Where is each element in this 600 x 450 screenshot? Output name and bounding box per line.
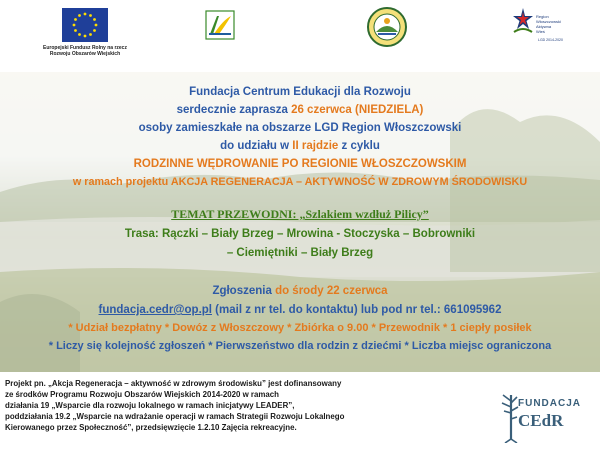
- contact-line: [0, 304, 600, 316]
- rally-line: [0, 140, 600, 152]
- cedr-name-line1: FUNDACJA: [518, 398, 581, 409]
- region-caption-line3: Aktywna: [536, 24, 552, 29]
- funding-note-line3: działania 19 „Wsparcie dla rozwoju lokalnego w ramach inicjatywy LEADER”,: [5, 401, 295, 410]
- rules-line: * Liczy się kolejność zgłoszeń * Pierwszeństwo dla rodzin z dziećmi * Liczba miejsc ograniczona: [48, 340, 552, 352]
- project-line: w ramach projektu AKCJA REGENERACJA – AKTYWNOŚĆ W ZDROWYM ŚRODOWISKU: [72, 176, 528, 188]
- registration-deadline: do środy 22 czerwca: [275, 285, 388, 297]
- organizer-line: Fundacja Centrum Edukacji dla Rozwoju: [189, 86, 411, 98]
- route-line1: Trasa: Rączki – Biały Brzeg – Mrowina - Stoczyska – Bobrowniki: [124, 228, 476, 240]
- invite-date-line: [0, 104, 600, 116]
- region-caption-line2: Włoszczowski: [536, 19, 561, 24]
- eu-flag-icon: [62, 8, 108, 42]
- funding-note-line5: Kierowanego przez Społeczność”, przedsięwzięcie 1.2.10 Zajęcia rekreacyjne.: [5, 423, 297, 432]
- funding-note-line1: Projekt pn. „Akcja Regeneracja – aktywność w zdrowym środowisku” jest dofinansowany: [5, 379, 342, 388]
- rally-suffix: z cyklu: [338, 140, 380, 152]
- contact-email-link[interactable]: fundacja.cedr@op.pl: [98, 304, 212, 316]
- rally-number: II rajdzie: [292, 140, 339, 152]
- eu-caption: [40, 45, 130, 57]
- theme-title-text: TEMAT PRZEWODNI: „Szlakiem wzdłuż Pilicy”: [171, 207, 429, 221]
- contact-phone-text: (mail z nr tel. do kontaktu) lub pod nr tel.: 661095962: [211, 304, 502, 316]
- region-sub: LGD 2014-2020: [538, 38, 563, 42]
- cycle-title: RODZINNE WĘDROWANIE PO REGIONIE WŁOSZCZOWSKIM: [133, 158, 467, 170]
- theme-title: [0, 207, 600, 222]
- eu-caption-line2: Rozwoju Obszarów Wiejskich: [49, 51, 121, 57]
- logo-strip: [0, 0, 600, 72]
- funding-note-line2: ze środków Programu Rozwoju Obszarów Wiejskich 2014-2020 w ramach: [5, 390, 279, 399]
- rally-prefix: do udziału w: [220, 140, 293, 152]
- region-star-icon: [510, 6, 536, 36]
- region-wloszczowski-logo: [510, 6, 580, 48]
- route-line2: – Ciemiętniki – Biały Brzeg: [226, 247, 374, 259]
- lgd-region-logo-icon: [366, 6, 408, 48]
- registration-line: [0, 285, 600, 297]
- details-line: * Udział bezpłatny * Dowóz z Włoszczowy * Zbiórka o 9.00 * Przewodnik * 1 ciepły posiłek: [68, 322, 532, 334]
- leader-logo-icon: [205, 10, 235, 40]
- invite-text: serdecznie zaprasza: [176, 104, 292, 116]
- eu-caption-line1: Europejski Fundusz Rolny na rzecz: [43, 45, 127, 51]
- region-caption: [536, 14, 578, 34]
- funding-note-line4: poddziałania 19.2 „Wsparcie na wdrażanie operacji w ramach Strategii Rozwoju Lokalnego: [5, 412, 345, 421]
- funding-note: [5, 378, 405, 433]
- cedr-name-line2: CEdR: [518, 411, 564, 430]
- eu-logo: [40, 8, 130, 57]
- region-caption-line1: Region: [536, 14, 549, 19]
- audience-line: osoby zamieszkałe na obszarze LGD Region Włoszczowski: [138, 122, 462, 134]
- registration-label: Zgłoszenia: [212, 285, 276, 297]
- region-caption-line4: Wieś: [536, 29, 545, 34]
- event-date: 26 czerwca (NIEDZIELA): [291, 104, 424, 116]
